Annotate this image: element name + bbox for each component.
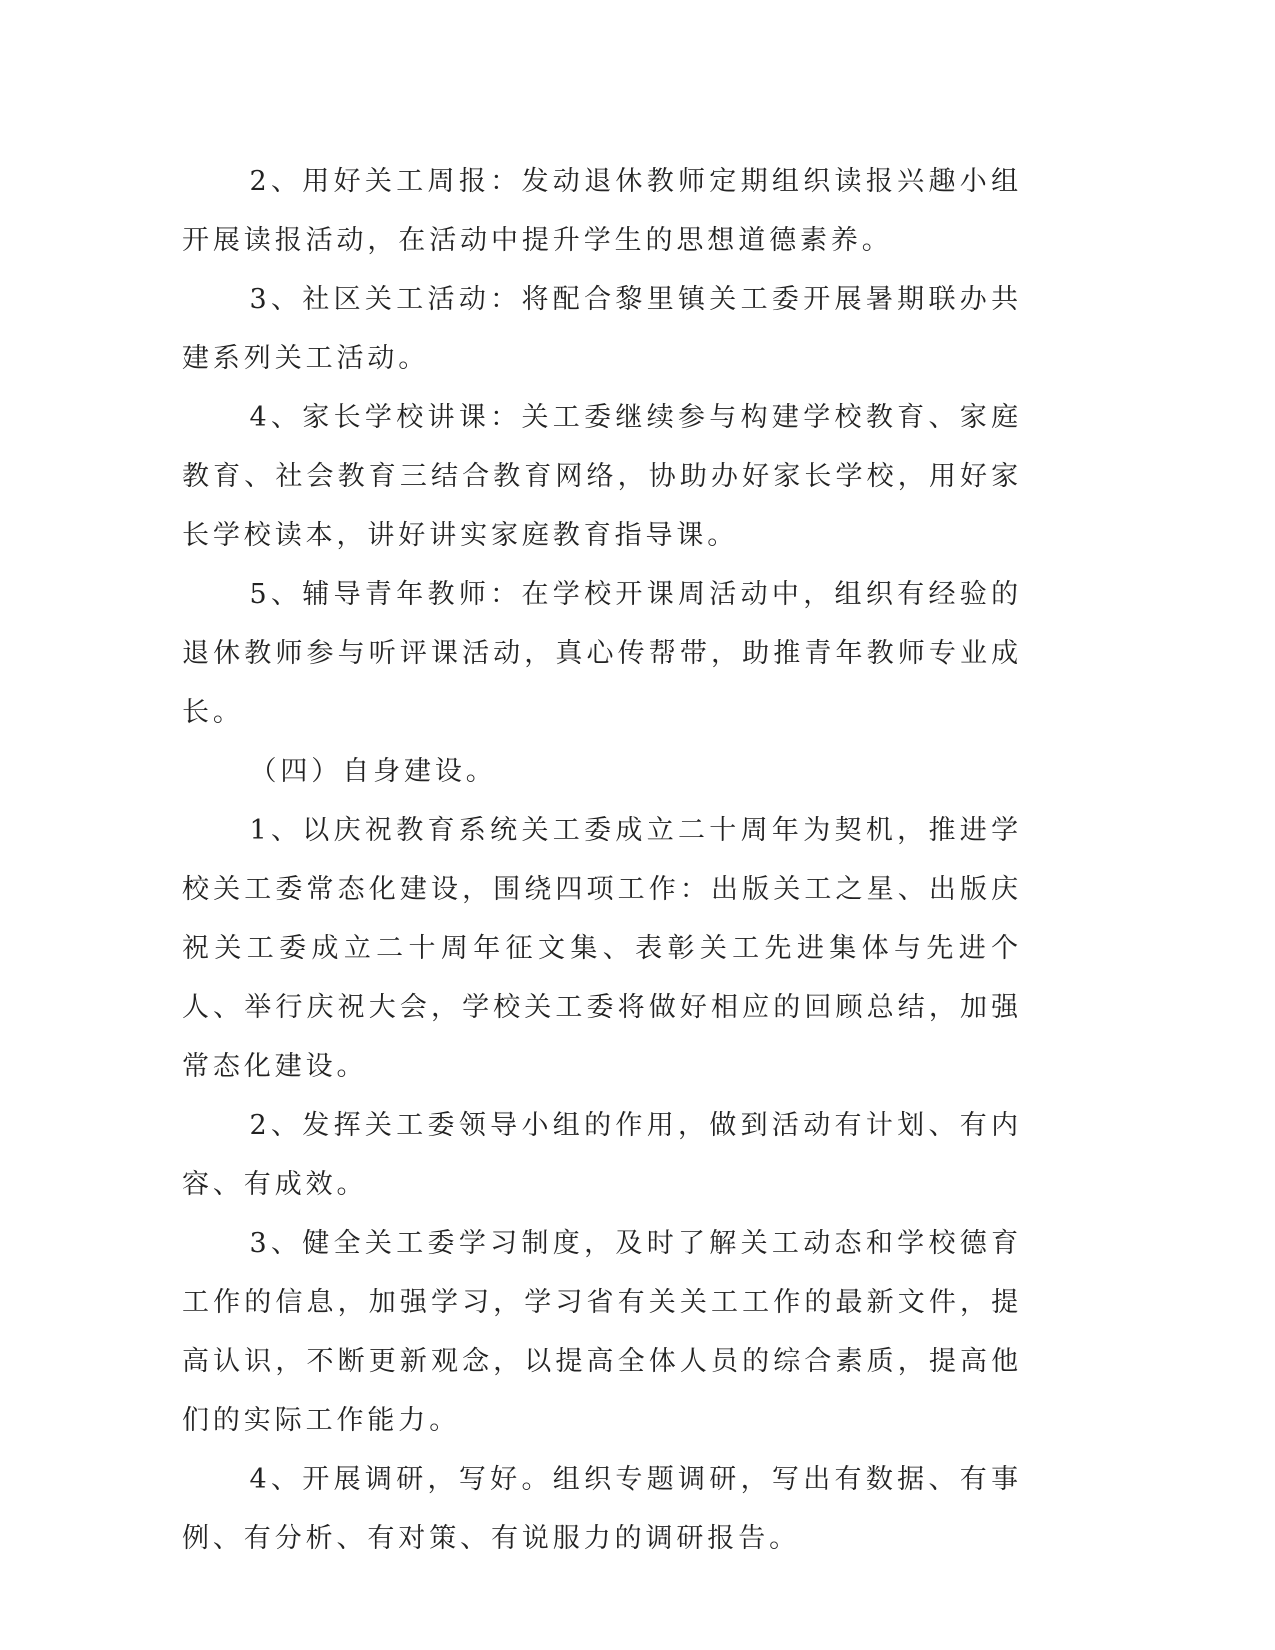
paragraph-weekly-report: 2、用好关工周报：发动退休教师定期组织读报兴趣小组开展读报活动，在活动中提升学生的思想道德素养。 bbox=[182, 166, 1022, 256]
paragraph-leadership-group: 2、发挥关工委领导小组的作用，做到活动有计划、有内容、有成效。 bbox=[182, 1110, 1022, 1200]
section-heading-self-building: （四）自身建设。 bbox=[249, 756, 497, 787]
document-body bbox=[182, 152, 1022, 1568]
paragraph-study-system: 3、健全关工委学习制度，及时了解关工动态和学校德育工作的信息，加强学习，学习省有关关工工作的最新文件，提高认识，不断更新观念，以提高全体人员的综合素质，提高他们的实际工作能力。 bbox=[182, 1228, 1022, 1436]
paragraph-research: 4、开展调研，写好。组织专题调研，写出有数据、有事例、有分析、有对策、有说服力的调研报告。 bbox=[182, 1464, 1022, 1554]
paragraph-anniversary: 1、以庆祝教育系统关工委成立二十周年为契机，推进学校关工委常态化建设，围绕四项工作：出版关工之星、出版庆祝关工委成立二十周年征文集、表彰关工先进集体与先进个人、举行庆祝大会，学校关工委将做好相应的回顾总结，加强常态化建设。 bbox=[182, 815, 1022, 1082]
paragraph-young-teachers: 5、辅导青年教师：在学校开课周活动中，组织有经验的退休教师参与听评课活动，真心传帮带，助推青年教师专业成长。 bbox=[182, 579, 1022, 728]
paragraph-community-activity: 3、社区关工活动：将配合黎里镇关工委开展暑期联办共建系列关工活动。 bbox=[182, 284, 1022, 374]
paragraph-parent-school: 4、家长学校讲课：关工委继续参与构建学校教育、家庭教育、社会教育三结合教育网络，协助办好家长学校，用好家长学校读本，讲好讲实家庭教育指导课。 bbox=[182, 402, 1022, 551]
